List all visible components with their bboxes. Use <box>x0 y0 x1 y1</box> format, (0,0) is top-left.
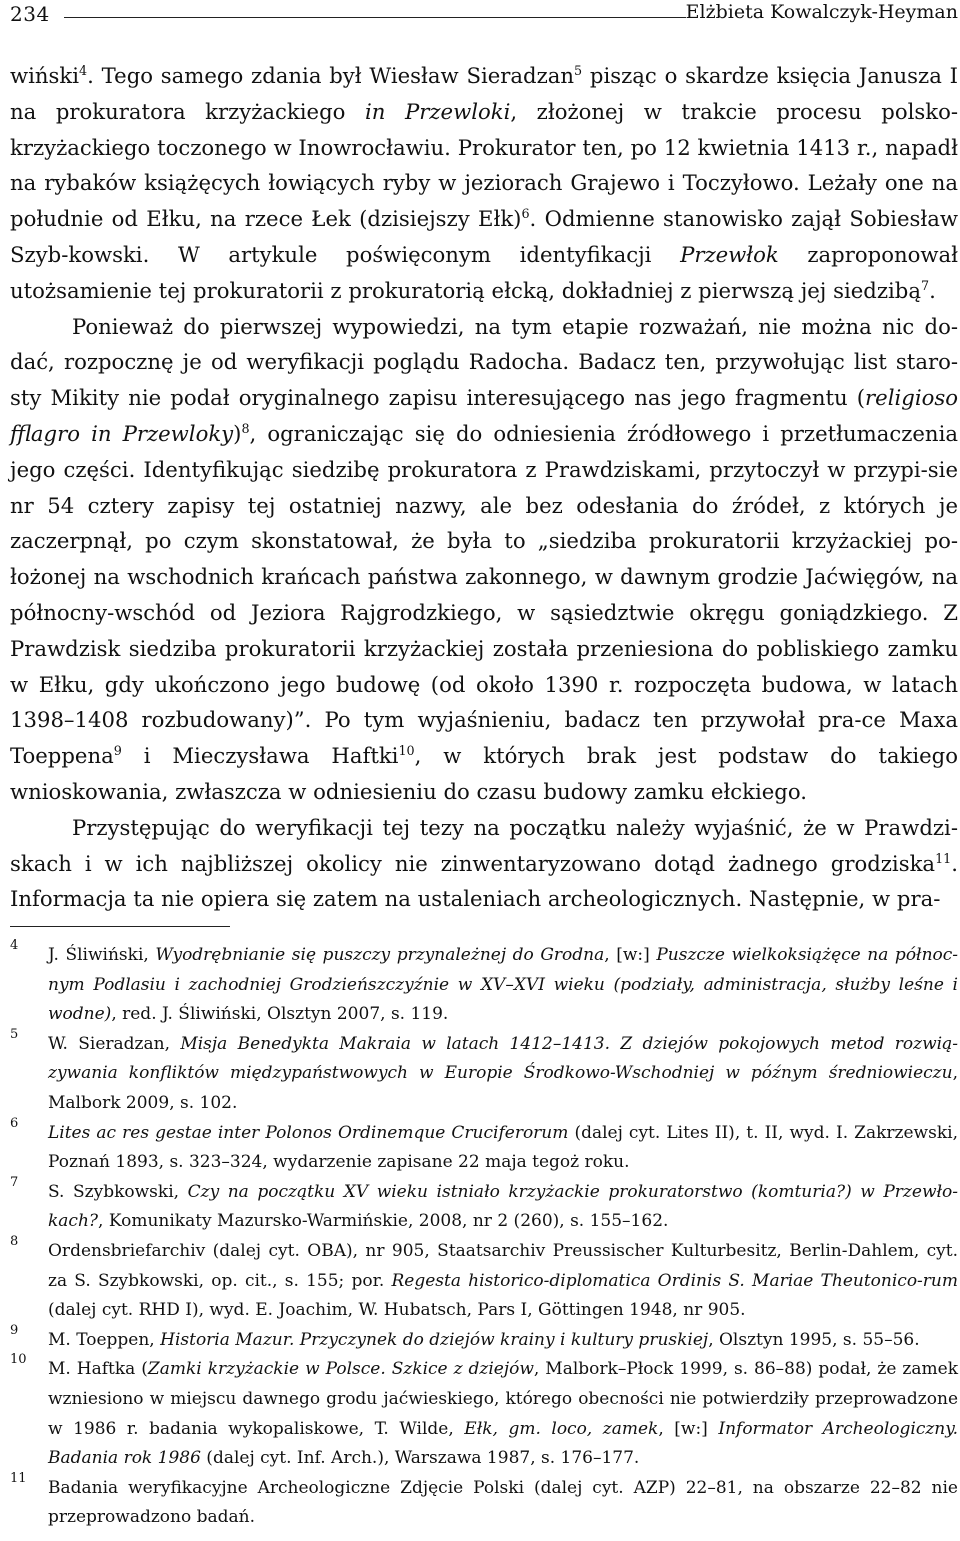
footnote-number: 8 <box>10 1233 19 1249</box>
text-run: , Komunikaty Mazursko-Warmińskie, 2008, nr 2 (260), s. 155–162. <box>98 1211 669 1232</box>
footnote <box>10 1233 958 1326</box>
footnote <box>10 1352 958 1473</box>
footnote-ref: 8 <box>241 420 250 436</box>
text-run: , Olsztyn 1995, s. 55–56. <box>708 1329 920 1350</box>
running-author: Elżbieta Kowalczyk-Heyman <box>685 1 958 23</box>
text-run: , Malbork 2009, s. 102. <box>48 1063 958 1113</box>
italic-text: Misja Benedykta Makraia w latach 1412–1413. Z dziejów pokojowych metod rozwią-zywania konfliktów międzypaństwowych w Europie Środkowo-Wschodniej w późnym średniowieczu <box>48 1033 958 1084</box>
italic-text: Informator Archeologiczny. Badania rok 1986 <box>48 1418 958 1469</box>
footnote <box>10 1026 958 1119</box>
italic-text: Zamki krzyżackie w Polsce. Szkice z dziejów <box>147 1359 534 1380</box>
footnote <box>10 938 959 1030</box>
text-run: Badania weryfikacyjne Archeologiczne Zdjęcie Polski (dalej cyt. AZP) 22–81, na obszarze 22–82 nie przeprowadzono badań. <box>48 1477 958 1528</box>
text-run: pisząc o skardze księcia Janusza I na prokuratora krzyżackiego <box>10 63 958 124</box>
italic-text: religioso fflagro in Przewloky <box>10 385 958 446</box>
text-run: . Odmienne stanowisko zajął Sobiesław Szyb-kowski. W artykule poświęconym identyfikacji <box>10 206 958 267</box>
page-header <box>10 0 958 34</box>
text-run: . Tego samego zdania był Wiesław Sieradzan <box>87 63 575 88</box>
text-run: M. Haftka ( <box>48 1359 148 1380</box>
text-run: Przystępując do weryfikacji tej tezy na początku należy wyjaśnić, że w Prawdzi-skach i w ich najbliższej okolicy nie zinwentaryzowano dotąd żadnego grodziska <box>10 814 958 876</box>
footnote <box>10 1470 958 1533</box>
text-run: S. Szybkowski, <box>48 1181 188 1202</box>
italic-text: Ełk, gm. loco, zamek <box>464 1418 659 1439</box>
text-run: M. Toeppen, <box>48 1329 161 1350</box>
footnote-number: 11 <box>10 1470 27 1486</box>
text-run: (dalej cyt. Inf. Arch.), Warszawa 1987, s. 176–177. <box>200 1448 640 1469</box>
text-run: , [w:] <box>658 1418 719 1439</box>
footnote <box>10 1115 958 1178</box>
italic-text: Czy na początku XV wieku istniało krzyżackie prokuratorstwo (komturia?) w Przewło-kach? <box>48 1181 958 1232</box>
text-run: (dalej cyt. RHD I), wyd. E. Joachim, W. Hubatsch, Pars I, Göttingen 1948, nr 905. <box>48 1300 746 1321</box>
page-number: 234 <box>10 2 50 26</box>
text-run: , złożonej w trakcie procesu polsko-krzyżackiego toczonego w Inowrocławiu. Prokurator ten, po 12 kwietnia 1413 r., napadł na rybaków książęcych łowiących ryby w jeziorach Grajewo i Toczyłowo. Leżały one na południe od Ełku, na rzece Łek (dzisiejszy Ełk) <box>10 98 958 232</box>
text-run: ) <box>233 420 242 446</box>
footnote-ref: 11 <box>935 850 952 866</box>
text-run: , [w:] <box>604 945 657 965</box>
body-paragraph <box>10 58 958 309</box>
footnote-ref: 4 <box>79 62 88 78</box>
italic-text: Przewłok <box>680 241 779 267</box>
italic-text: Regesta historico-diplomatica Ordinis S. Mariae Theutonico-rum <box>391 1270 958 1291</box>
text-run: , w których brak jest podstaw do takiego wnioskowania, zwłaszcza w odniesieniu do czasu budowy zamku ełckiego. <box>10 743 958 804</box>
text-run: zaproponował utożsamienie tej prokuratorii z prokuratorią ełcką, dokładniej z pierwszą jej siedzibą <box>10 241 958 303</box>
body-paragraph <box>10 810 958 917</box>
footnote-number: 4 <box>10 938 19 953</box>
text-run: i Mieczysława Haftki <box>121 743 399 769</box>
italic-text: Historia Mazur. Przyczynek do dziejów krainy i kultury pruskiej <box>160 1329 709 1350</box>
text-run: . <box>929 277 936 303</box>
footnote-rule <box>10 926 230 927</box>
footnote-ref: 5 <box>574 62 583 78</box>
text-run: , ograniczając się do odniesienia źródłowego i przetłumaczenia jego części. Identyfikując siedzibę prokuratora z Prawdziskami, przytoczył w przypi-sie nr 54 cztery zapisy tej ostatniej nazwy, ale bez odesłania do źródeł, z których je zaczerpnął, po czym skonstatował, że była to „siedziba prokuratorii krzyżackiej po-łożonej na wschodnich krańcach państwa zakonnego, w dawnym grodzie Jaćwięgów, na północny-wschód od Jeziora Rajgrodzkiego, w sąsiedztwie okręgu goniądzkiego. Z Prawdzisk siedziba prokuratorii krzyżackiej została przeniesiona do pobliskiego zamku w Ełku, gdy ukończono jego budowę (od około 1390 r. rozpoczęta budowa, w latach 1398–1408 rozbudowany)”. Po tym wyjaśnieniu, badacz ten przywołał pra-ce Maxa Toeppena <box>10 420 958 769</box>
text-run: J. Śliwiński, <box>48 945 156 965</box>
text-run: wiński <box>10 63 80 88</box>
text-run: , Malbork–Płock 1999, s. 86–88) podał, że zamek wzniesiono w miejscu dawnego grodu jaćwieskiego, którego obecności nie potwierdziły przeprowadzone w 1986 r. badania wykopaliskowe, T. Wilde, <box>48 1359 958 1439</box>
italic-text: Lites ac res gestae inter Polonos Ordinemque Cruciferorum <box>48 1122 569 1143</box>
italic-text: Wyodrębnianie się puszczy przynależnej do Grodna <box>155 945 605 965</box>
footnote-number: 9 <box>10 1322 19 1338</box>
text-run: Ponieważ do pierwszej wypowiedzi, na tym etapie rozważań, nie można nic do-dać, rozpocznę je od weryfikacji poglądu Radocha. Badacz ten, przywołując list staro-sty Mikity nie podał oryginalnego zapisu interesującego nas jego fragmentu ( <box>10 313 958 411</box>
footnotes <box>10 938 959 1533</box>
main-text <box>10 58 958 917</box>
footnote-ref: 6 <box>521 206 530 222</box>
footnote-number: 5 <box>10 1026 19 1042</box>
italic-text: Puszcze wielkoksiążęce na północ-nym Podlasiu i zachodniej Grodzieńszczyźnie w XV–XVI wieku (podziały, administracja, służby leśne i wodne) <box>48 945 959 1025</box>
footnote-number: 6 <box>10 1115 19 1131</box>
text-run: . Informacja ta nie opiera się zatem na ustaleniach archeologicznych. Następnie, w pra- <box>10 850 958 912</box>
italic-text: in Przewloki <box>364 98 511 124</box>
text-run: W. Sieradzan, <box>48 1033 181 1054</box>
footnote-ref: 7 <box>921 277 930 293</box>
footnote-number: 10 <box>10 1352 27 1368</box>
text-run: , red. J. Śliwiński, Olsztyn 2007, s. 119. <box>111 1004 449 1025</box>
text-run: (dalej cyt. Lites II), t. II, wyd. I. Zakrzewski, Poznań 1893, s. 323–324, wydarzenie zapisane 22 maja tegoż roku. <box>48 1122 958 1173</box>
body-paragraph <box>10 309 958 810</box>
footnote <box>10 1322 958 1356</box>
footnote-ref: 10 <box>398 743 415 759</box>
footnote-ref: 9 <box>113 743 122 759</box>
header-rule <box>64 17 686 18</box>
text-run: Ordensbriefarchiv (dalej cyt. OBA), nr 905, Staatsarchiv Preussischer Kulturbesitz, Berlin-Dahlem, cyt. za S. Szybkowski, op. cit., s. 155; por. <box>48 1240 958 1291</box>
footnote <box>10 1174 958 1237</box>
footnote-number: 7 <box>10 1174 19 1190</box>
